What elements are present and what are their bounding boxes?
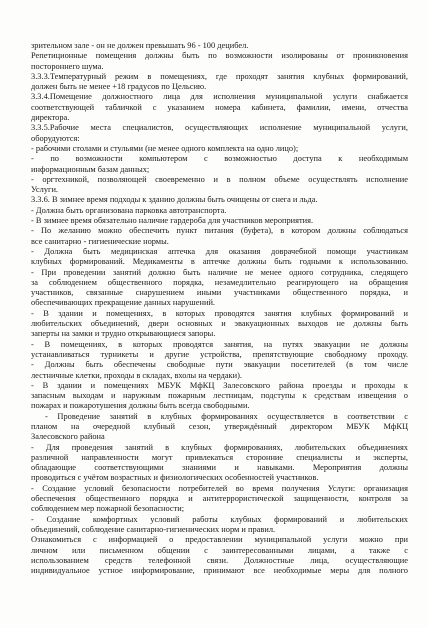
text-line: клубных формирований. Медикаменты в аптечке должны быть годными к использованию. [31,257,408,267]
text-line: 3.3.4.Помещение должностного лица для исполнения муниципальной услуги снабжается [31,92,408,102]
text-line: использованием средств телефонной связи. Должностные лица, осуществляющие [31,555,408,565]
text-line: - В помещениях, в которых проводятся занятия, на путях эвакуации не должны [31,339,408,349]
text-line: объединений, соблюдение санитарно-гигиенических норм и правил. [31,524,276,534]
text-line: - Создание комфортных условий работы клубных формирований и любительских [31,514,408,524]
text-line: 3.3.5.Рабочие места специалистов, осуществляющих исполнение муниципальной услуги, [31,123,408,133]
text-line: Репетиционные помещения должны быть по возможности изолированы от проникновения [31,51,408,61]
text-line: индивидуальное устное информирование, принимают все необходимые меры для полного [31,566,408,576]
text-line: постороннего шума. [31,61,104,71]
text-line: все санитарно - гигиенические нормы. [31,236,169,246]
text-line: запасным выходам и наружным пожарным лестницам, подступы к средствам извещения о [31,391,408,401]
text-line: любительских объединений, двери основных и эвакуационных выходов не должны быть [31,319,408,329]
text-line: - Создание условий безопасности потребителей во время получения Услуги: организация [31,483,408,493]
text-line: - Должна быть медицинская аптечка для оказания доврачебной помощи участникам [31,246,408,256]
text-line: должен быть не менее +18 градусов по Цельсию. [31,82,207,92]
text-line: личном или письменном общении с заинтересованными лицами, а также с [31,545,408,555]
text-line: - рабочими столами и стульями (не менее одного комплекта на одно лицо); [31,143,299,153]
text-line: заперты на замки и трудно открывающиеся запоры. [31,329,216,339]
text-line: директора. [31,113,70,123]
text-line: Ознакомиться с информацией о предоставлении муниципальной услуги можно при [31,535,408,545]
text-line: проводиться с учётом возрастных и физиологических особенностей участников. [31,473,319,483]
text-line: Услуги. [31,185,59,195]
text-line: за соблюдением общественного порядка, незамедлительно реагирующего на обращения [31,277,408,287]
text-line: обеспечивающих прекращение данных нарушений. [31,298,216,308]
text-line: оборудуются: [31,133,80,143]
text-line: соблюдением мер пожарной безопасности; [31,504,185,514]
text-line: - оргтехникой, позволяющей своевременно и в полном объеме осуществлять исполнение [31,174,408,184]
text-line: - В зимнее время обязательно наличие гардероба для участников мероприятия. [31,216,314,226]
text-line: Залесовского района [31,432,105,442]
text-line: - При проведении занятий должно быть наличие не менее одного сотрудника, следящего [31,267,408,277]
text-line: пожарах и пожаротушения должны быть всегда свободными. [31,401,250,411]
text-line: 3.3.6. В зимнее время подходы к зданию должны быть очищены от снега и льда. [31,195,318,205]
text-line: участников, связанные снарушением иными участниками общественного порядка, и [31,288,408,298]
text-line: - Проведение занятий в клубных формированиях осуществляется в соответствии с [45,411,408,421]
text-line: информационным базам данных; [31,164,150,174]
text-line: различной направленности могут привлекаться сторонние специалисты и эксперты, [31,452,408,462]
text-line: - Должны быть обеспечены свободные пути эвакуации посетителей (в том числе [31,360,408,370]
text-line: зрительном зале - он не должен превышать 96 - 100 децибел. [31,41,249,50]
text-line: соответствующей табличкой с указанием номера кабинета, фамилии, имени, отчества [31,102,408,112]
text-line: 3.3.3.Температурный режим в помещениях, где проходят занятия клубных формирований, [31,71,408,81]
text-line: обладающие соответствующими знаниями и навыками. Мероприятия должны [31,463,408,473]
text-line: обеспечения общественного порядка и антитеррористической защищенности, контроля за [31,494,408,504]
text-line: - По желанию можно обеспечить пункт питания (буфета), в котором должны соблюдаться [31,226,408,236]
text-line: - В здании и помещениях, в которых проводятся занятия клубных формирований и [31,308,408,318]
text-line: устанавливаться турникеты и другие устройства, препятствующие свободному проходу. [31,349,408,359]
text-line: - В здании и помещениях МБУК МфКЦ Залесовского района проезды и проходы к [31,380,408,390]
text-line: - по возможности компьютером с возможностью доступа к необходимым [31,154,408,164]
text-line: - Должна быть организована парковка автотранспорта. [31,205,227,215]
text-line: планом на очередной клубный сезон, утверждённый директором МБУК МфКЦ [31,421,408,431]
text-line: - Для проведения занятий в клубных формированиях, любительских объединениях [31,442,408,452]
text-line: лестничные клетки, проходы в складах, вхолы на чердаки). [31,370,242,380]
